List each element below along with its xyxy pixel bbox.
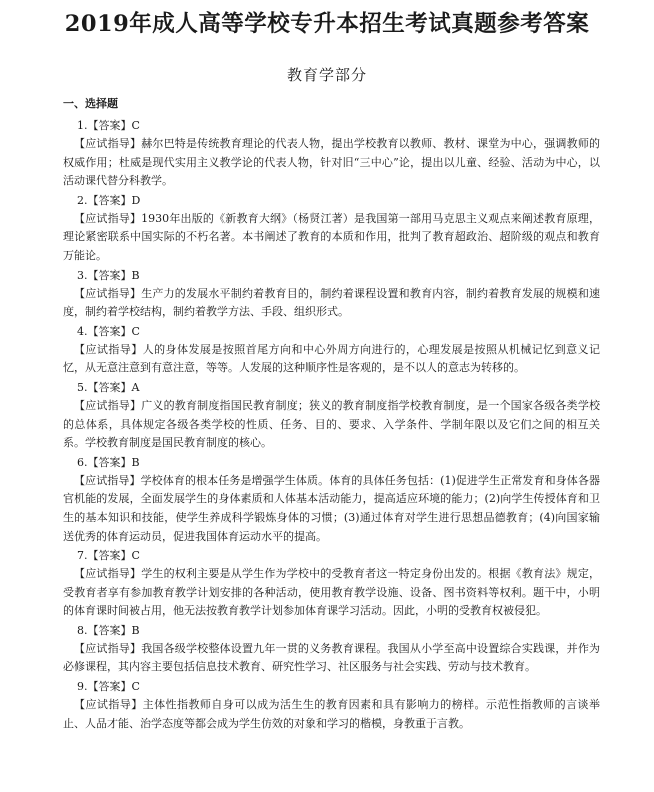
answer-item — [63, 266, 600, 322]
answer-label: 1.【答案】C — [77, 119, 140, 132]
guide-text — [63, 640, 600, 677]
guide-body: 赫尔巴特是传统教育理论的代表人物，提出学校教育以教师、教材、课堂为中心，强调教师的权威作用；杜威是现代实用主义教学论的代表人物，针对旧“三中心”论，提出以儿童、经验、活动为中心，以活动课代替分科教学。 — [63, 137, 601, 188]
guide-text — [63, 397, 600, 453]
section-heading: 一、选择题 — [63, 97, 118, 110]
guide-text — [63, 696, 600, 733]
answer-label: 3.【答案】B — [77, 268, 140, 282]
answer-label: 5.【答案】A — [77, 380, 140, 394]
guide-tag: 【应试指导】 — [74, 567, 142, 581]
guide-text — [63, 565, 600, 621]
guide-body: 我国各级学校整体设置九年一贯的义务教育课程。我国从小学至高中设置综合实践课，并作为必修课程，其内容主要包括信息技术教育、研究性学习、社区服务与社会实践、劳动与技术教育。 — [63, 641, 601, 674]
answer-item — [63, 116, 600, 191]
guide-body: 1930年出版的《新教育大纲》（杨贤江著）是我国第一部用马克思主义观点来阐述教育原理，理论紧密联系中国实际的不朽名著。本书阐述了教育的本质和作用，批判了教育超政治、超阶级的观点和教育万能论。 — [63, 211, 600, 262]
page-title: 2019年成人高等学校专升本招生考试真题参考答案 — [64, 11, 590, 37]
guide-tag: 【应试指导】 — [74, 137, 142, 150]
guide-body: 学校体育的根本任务是增强学生体质。体育的具体任务包括：(1)促进学生正常发育和身体各器官机能的发展，全面发展学生的身体素质和人体基本活动能力，提高适应环境的能力；(2)向学生传授体育和卫生的基本知识和技能，使学生养成科学锻炼身体的习惯；(3)通过体育对学生进行思想品德教育；(4)向国家输送优秀的体育运动员，促进我国体育运动水平的提高。 — [63, 473, 600, 543]
answer-label: 6.【答案】B — [77, 455, 140, 469]
guide-body: 主体性指教师自身可以成为活生生的教育因素和具有影响力的榜样。示范性指教师的言谈举止、人品才能、治学态度等都会成为学生仿效的对象和学习的楷模，身教重于言教。 — [63, 698, 601, 730]
guide-text — [63, 472, 600, 546]
guide-body: 广义的教育制度指国民教育制度；狭义的教育制度指学校教育制度，是一个国家各级各类学校的总体系，具体规定各级各类学校的性质、任务、目的、要求、入学条件、学制年限以及它们之间的相互关系。学校教育制度是国民教育制度的核心。 — [63, 398, 601, 450]
answer-label: 9.【答案】C — [77, 680, 140, 694]
answer-item — [63, 621, 600, 677]
guide-text — [63, 210, 600, 266]
answer-item — [63, 677, 600, 733]
guide-tag: 【应试指导】 — [74, 698, 143, 712]
guide-tag: 【应试指导】 — [74, 398, 142, 412]
answer-label: 2.【答案】D — [77, 193, 141, 207]
guide-tag: 【应试指导】 — [74, 211, 142, 225]
guide-text — [63, 285, 600, 322]
guide-tag: 【应试指导】 — [74, 286, 142, 300]
guide-body: 学生的权利主要是从学生作为学校中的受教育者这一特定身份出发的。根据《教育法》规定，受教育者享有参加教育教学计划安排的各种活动，使用教育教学设施、设备、图书资料等权利。题干中，小明的体育课时间被占用，他无法按教育教学计划参加体育课学习活动。因此，小明的受教育权被侵犯。 — [63, 567, 601, 618]
answer-list — [63, 116, 600, 733]
answer-item — [63, 546, 600, 621]
guide-text — [63, 135, 600, 191]
guide-body: 人的身体发展是按照首尾方向和中心外周方向进行的，心理发展是按照从机械记忆到意义记忆，从无意注意到有意注意，等等。人发展的这种顺序性是客观的，是不以人的意志为转移的。 — [63, 342, 601, 375]
answer-item — [63, 378, 600, 453]
section-subtitle: 教育学部分 — [286, 66, 367, 84]
answer-label: 8.【答案】B — [77, 623, 140, 637]
answer-item — [63, 453, 600, 546]
answer-item — [63, 322, 600, 378]
guide-tag: 【应试指导】 — [74, 473, 141, 487]
answer-item — [63, 191, 600, 266]
answer-label: 7.【答案】C — [77, 549, 140, 563]
guide-body: 生产力的发展水平制约着教育目的，制约着课程设置和教育内容，制约着教育发展的规模和速度，制约着学校结构，制约着教学方法、手段、组织形式。 — [63, 286, 601, 319]
guide-text — [63, 341, 600, 378]
guide-tag: 【应试指导】 — [74, 342, 143, 356]
answer-label: 4.【答案】C — [77, 324, 140, 338]
guide-tag: 【应试指导】 — [74, 641, 142, 655]
